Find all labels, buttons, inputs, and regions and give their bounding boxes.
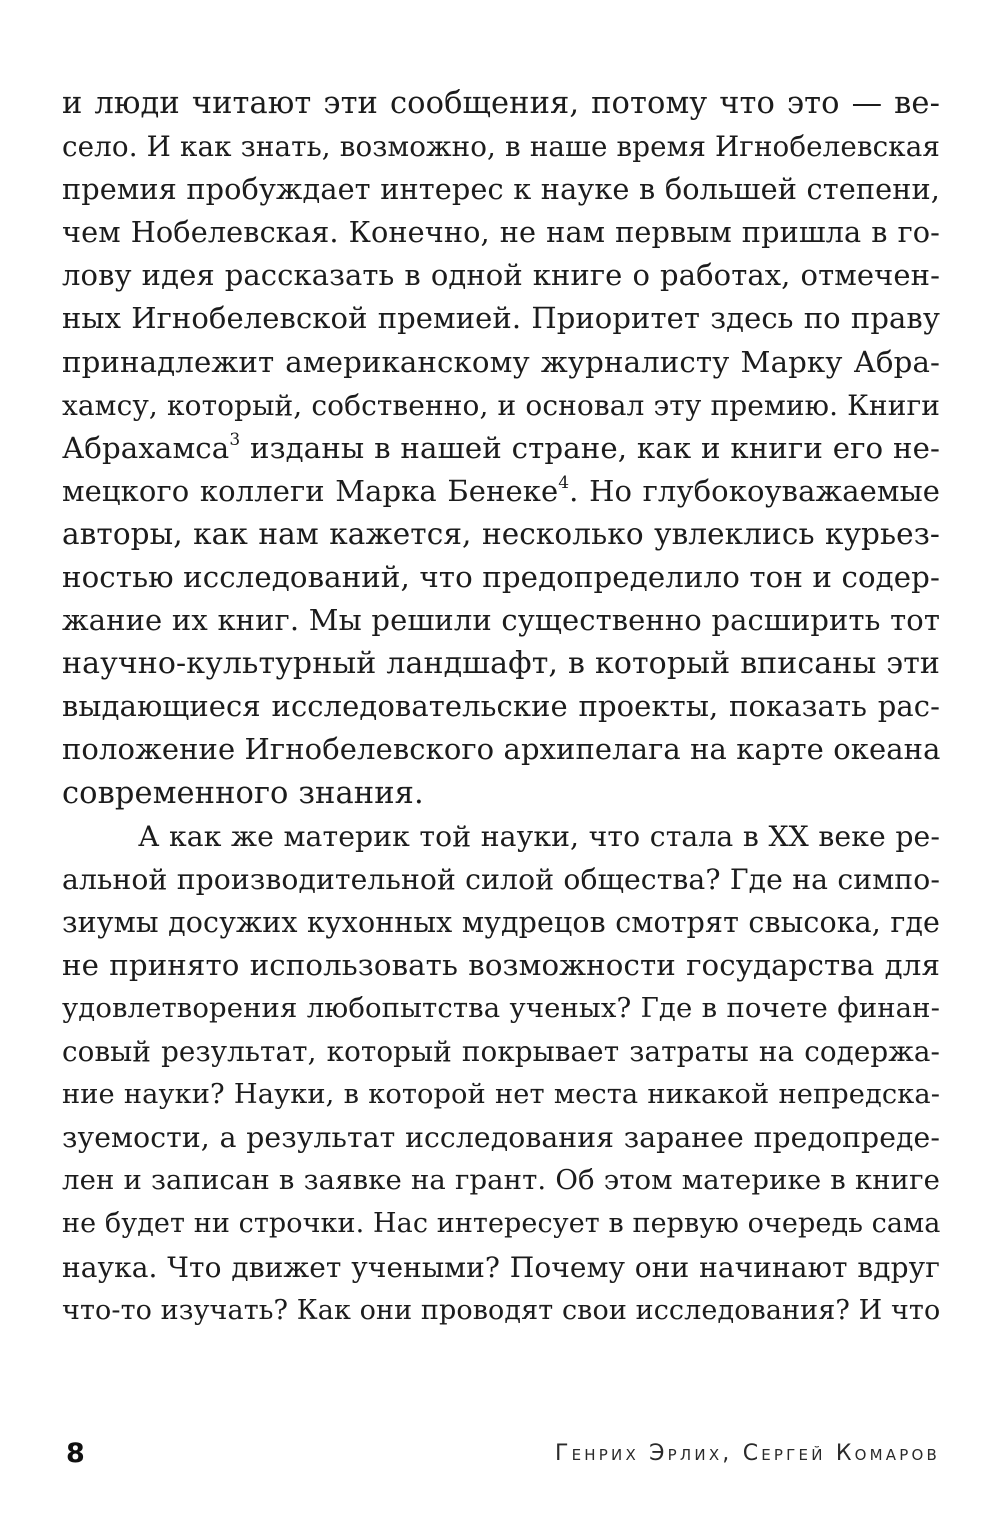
text-line: современного знания. xyxy=(62,775,424,811)
text-segment: . Но глубокоуважаемые xyxy=(569,473,941,508)
text-line: ных Игнобелевской премией. Приоритет здесь по праву xyxy=(62,301,940,336)
body-text xyxy=(62,82,940,1332)
text-line: зиумы досужих кухонных мудрецов смотрят свысока, где xyxy=(62,905,940,939)
text-line: село. И как знать, возможно, в наше время Игнобелевская xyxy=(62,130,940,164)
text-line: наука. Что движет учеными? Почему они начинают вдруг xyxy=(62,1250,940,1284)
running-head-authors: Генрих Эрлих, Сергей Комаров xyxy=(555,1441,940,1466)
page-footer xyxy=(62,1438,940,1478)
text-line: что-то изучать? Как они проводят свои исследования? И что xyxy=(62,1294,941,1326)
text-line: принадлежит американскому журналисту Марку Абра- xyxy=(62,344,940,379)
footnote-reference[interactable]: 4 xyxy=(558,472,570,493)
text-line: чем Нобелевская. Конечно, не нам первым пришла в го- xyxy=(62,215,940,250)
text-line: авторы, как нам кажется, несколько увлеклись курьез- xyxy=(62,516,940,551)
text-line: не будет ни строчки. Нас интересует в первую очередь сама xyxy=(62,1208,941,1240)
text-line: совый результат, который покрывает затраты на содержа- xyxy=(62,1035,940,1069)
text-line: хамсу, который, собственно, и основал эту премию. Книги xyxy=(62,388,940,422)
page-number: 8 xyxy=(66,1438,85,1469)
text-line: не принято использовать возможности государства для xyxy=(62,947,940,982)
text-line: альной производительной силой общества? Где на симпо- xyxy=(62,862,940,896)
text-line: лен и записан в заявке на грант. Об этом материке в книге xyxy=(62,1164,940,1197)
text-line: жание их книг. Мы решили существенно расширить тот xyxy=(62,603,940,638)
text-segment: изданы в нашей стране, как и книги его не- xyxy=(240,430,940,465)
text-line: премия пробуждает интерес к науке в большей степени, xyxy=(62,172,940,207)
text-line-with-footnote xyxy=(62,427,940,470)
footnote-reference[interactable]: 3 xyxy=(229,429,241,450)
text-line: положение Игнобелевского архипелага на карте океана xyxy=(62,732,941,767)
text-line: ние науки? Науки, в которой нет места никакой непредска- xyxy=(62,1079,940,1111)
text-line: научно-культурный ландшафт, в который вписаны эти xyxy=(62,646,940,682)
text-line: выдающиеся исследовательские проекты, показать рас- xyxy=(62,689,940,724)
text-segment: мецкого коллеги Марка Бенеке xyxy=(62,473,559,508)
text-line: удовлетворения любопытства ученых? Где в почете финан- xyxy=(62,991,940,1024)
text-line: зуемости, а результат исследования заранее предопреде- xyxy=(62,1121,940,1155)
text-line: ностью исследований, что предопределило тон и содер- xyxy=(62,560,940,595)
text-line-with-footnote xyxy=(62,470,940,513)
text-segment: Абрахамса xyxy=(62,430,230,465)
text-line: А как же материк той науки, что стала в XX веке ре- xyxy=(138,819,940,853)
text-line: лову идея рассказать в одной книге о работах, отмечен- xyxy=(62,258,940,293)
text-line: и люди читают эти сообщения, потому что это — ве- xyxy=(62,86,940,121)
